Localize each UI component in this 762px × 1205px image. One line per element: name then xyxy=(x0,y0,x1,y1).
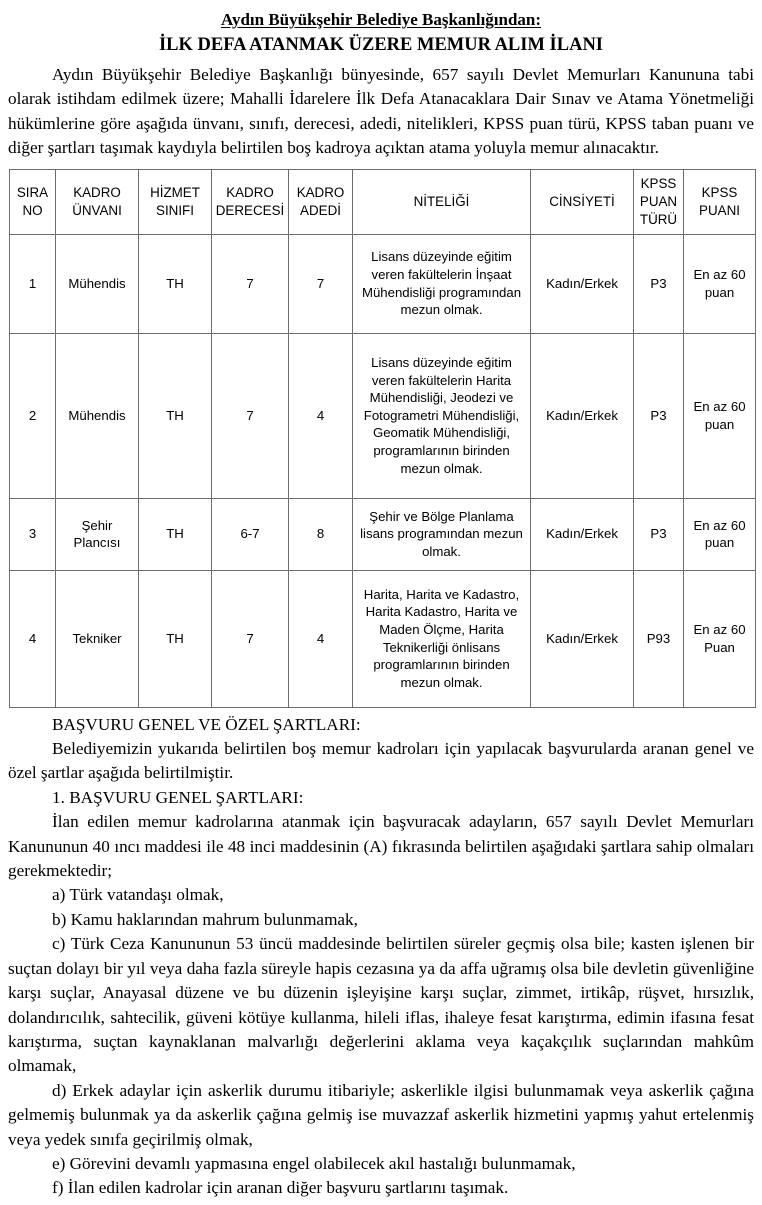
cell-kadro-derecesi: 7 xyxy=(212,570,289,707)
cell-niteligi: Lisans düzeyinde eğitim veren fakültelerin Harita Mühendisliği, Jeodezi ve Fotogrametri Mühendisliği, Geomatik Mühendisliği, programlarının birinden mezun olmak. xyxy=(353,333,531,498)
cell-kadro-adedi: 4 xyxy=(289,333,353,498)
cell-kadro-unvani: Mühendis xyxy=(56,333,139,498)
cell-kpss-puan-turu: P3 xyxy=(634,333,684,498)
cell-kadro-unvani: Tekniker xyxy=(56,570,139,707)
cell-cinsiyeti: Kadın/Erkek xyxy=(531,333,634,498)
cell-kpss-puan-turu: P3 xyxy=(634,234,684,333)
cell-niteligi: Şehir ve Bölge Planlama lisans programından mezun olmak. xyxy=(353,498,531,570)
cell-kadro-unvani: Şehir Plancısı xyxy=(56,498,139,570)
cell-cinsiyeti: Kadın/Erkek xyxy=(531,570,634,707)
cell-kpss-puan-turu: P3 xyxy=(634,498,684,570)
condition-item-e: e) Görevini devamlı yapmasına engel olabilecek akıl hastalığı bulunmamak, xyxy=(52,1153,576,1173)
table-header-kadro-unvani: KADRO ÜNVANI xyxy=(56,169,139,234)
cell-kadro-adedi: 7 xyxy=(289,234,353,333)
condition-item-d: d) Erkek adaylar için askerlik durumu itibariyle; askerlikle ilgisi bulunmamak veya askerlik çağına gelmemiş bulunmak ya da askerlik çağına gelmiş ise muvazzaf askerlik hizmetini yapmış yahut ertelenmiş veya yedek sınıfa geçirilmiş olmak, xyxy=(8,1080,754,1149)
cell-sira-no: 2 xyxy=(10,333,56,498)
page-title-organization-text: Aydın Büyükşehir Belediye Başkanlığından: xyxy=(220,10,542,29)
cell-hizmet-sinifi: TH xyxy=(139,234,212,333)
cell-sira-no: 3 xyxy=(10,498,56,570)
table-header-kpss-puan-turu: KPSS PUAN TÜRÜ xyxy=(634,169,684,234)
cell-cinsiyeti: Kadın/Erkek xyxy=(531,498,634,570)
cell-kadro-derecesi: 7 xyxy=(212,234,289,333)
cell-kadro-unvani: Mühendis xyxy=(56,234,139,333)
cell-cinsiyeti: Kadın/Erkek xyxy=(531,234,634,333)
table-header-row xyxy=(10,169,756,234)
conditions-heading-general-special: BAŞVURU GENEL VE ÖZEL ŞARTLARI: xyxy=(52,714,361,734)
cell-kpss-puani: En az 60 puan xyxy=(684,234,756,333)
cell-sira-no: 4 xyxy=(10,570,56,707)
cell-kpss-puani: En az 60 puan xyxy=(684,333,756,498)
table-row xyxy=(10,570,756,707)
conditions-heading-general: 1. BAŞVURU GENEL ŞARTLARI: xyxy=(52,787,304,807)
cell-kadro-derecesi: 7 xyxy=(212,333,289,498)
cell-niteligi: Harita, Harita ve Kadastro, Harita Kadastro, Harita ve Maden Ölçme, Harita Teknikerliği önlisans programlarının birinden mezun olmak. xyxy=(353,570,531,707)
cell-kpss-puani: En az 60 puan xyxy=(684,498,756,570)
table-header-niteligi: NİTELİĞİ xyxy=(353,169,531,234)
intro-block xyxy=(8,63,754,161)
condition-item-b: b) Kamu haklarından mahrum bulunmamak, xyxy=(52,909,358,929)
cell-kpss-puan-turu: P93 xyxy=(634,570,684,707)
table-header-cinsiyeti: CİNSİYETİ xyxy=(531,169,634,234)
table-header-sira-no: SIRA NO xyxy=(10,169,56,234)
cell-hizmet-sinifi: TH xyxy=(139,570,212,707)
page-title-organization xyxy=(8,9,754,31)
conditions-paragraph-intro: Belediyemizin yukarıda belirtilen boş memur kadroları için yapılacak başvurularda aranan genel ve özel şartlar aşağıda belirtilmiştir. xyxy=(8,739,754,783)
cell-niteligi: Lisans düzeyinde eğitim veren fakültelerin İnşaat Mühendisliği programından mezun olmak. xyxy=(353,234,531,333)
table-header-hizmet-sinifi: HİZMET SINIFI xyxy=(139,169,212,234)
cell-kadro-adedi: 4 xyxy=(289,570,353,707)
table-row xyxy=(10,498,756,570)
cell-kpss-puani: En az 60 Puan xyxy=(684,570,756,707)
page-title-main: İLK DEFA ATANMAK ÜZERE MEMUR ALIM İLANI xyxy=(158,35,604,55)
condition-item-f: f) İlan edilen kadrolar için aranan diğer başvuru şartlarını taşımak. xyxy=(52,1178,509,1198)
cell-hizmet-sinifi: TH xyxy=(139,333,212,498)
cell-kadro-adedi: 8 xyxy=(289,498,353,570)
cell-sira-no: 1 xyxy=(10,234,56,333)
cell-hizmet-sinifi: TH xyxy=(139,498,212,570)
table-row xyxy=(10,333,756,498)
table-header-kadro-derecesi: KADRO DERECESİ xyxy=(212,169,289,234)
table-header-kadro-adedi: KADRO ADEDİ xyxy=(289,169,353,234)
table-header-kpss-puani: KPSS PUANI xyxy=(684,169,756,234)
cell-kadro-derecesi: 6-7 xyxy=(212,498,289,570)
condition-item-c: c) Türk Ceza Kanununun 53 üncü maddesinde belirtilen süreler geçmiş olsa bile; kasten işlenen bir suçtan dolayı bir yıl veya daha fazla süreyle hapis cezasına ya da affa uğramış olsa bile devletin güvenliğine karşı suçlar, Anayasal düzene ve bu düzenin işleyişine karşı suçlar, zimmet, irtikâp, rüşvet, hırsızlık, dolandırıcılık, sahtecilik, güveni kötüye kullanma, hileli iflas, ihaleye fesat karıştırma, edimin ifasına fesat karıştırma, suçtan kaynaklanan malvarlığı değerlerini aklama veya kaçakçılık suçlarından mahkûm olmamak, xyxy=(8,934,754,1076)
conditions-paragraph-general: İlan edilen memur kadrolarına atanmak için başvuracak adayların, 657 sayılı Devlet Memurları Kanununun 40 ıncı maddesi ile 48 inci maddesinin (A) fıkrasında belirtilen aşağıdaki şartlara sahip olmaları gerekmektedir; xyxy=(8,812,754,881)
kadro-table xyxy=(9,169,756,708)
intro-paragraph: Aydın Büyükşehir Belediye Başkanlığı bünyesinde, 657 sayılı Devlet Memurları Kanununa tabi olarak istihdam edilmek üzere; Mahalli İdarelere İlk Defa Atanacaklara Dair Sınav ve Atama Yönetmeliği hükümlerine göre aşağıda ünvanı, sınıfı, derecesi, adedi, nitelikleri, KPSS puan türü, KPSS taban puanı ve diğer şartları taşımak kaydıyla belirtilen boş kadroya açıktan atama yoluyla memur alınacaktır. xyxy=(8,65,754,158)
condition-item-a: a) Türk vatandaşı olmak, xyxy=(52,885,224,905)
table-row xyxy=(10,234,756,333)
conditions-section xyxy=(8,713,754,1201)
